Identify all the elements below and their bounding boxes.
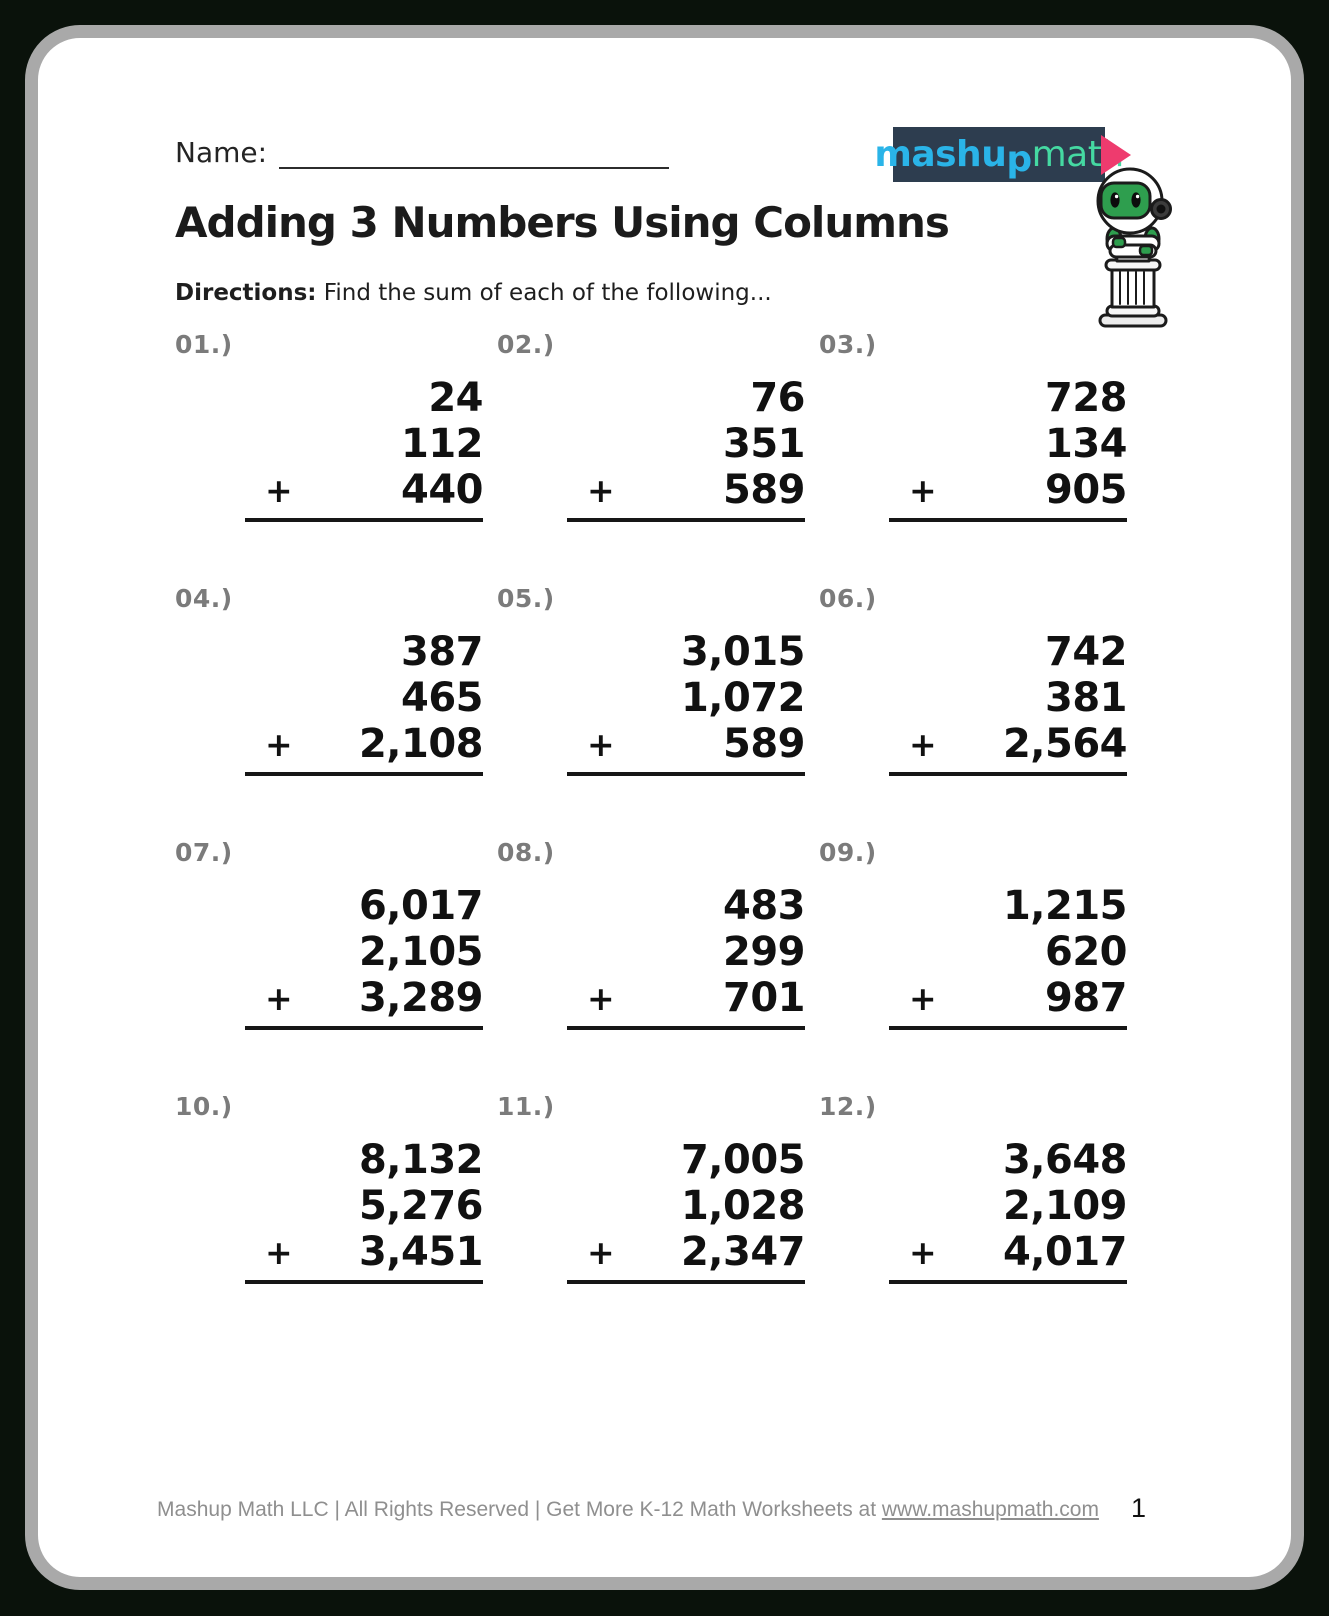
plus-operator: + — [909, 725, 937, 764]
sum-row — [245, 1229, 483, 1275]
sum-row — [567, 721, 805, 767]
addend-1: 387 — [401, 629, 483, 675]
problem-cell — [819, 584, 1141, 776]
addend-3: 2,564 — [1002, 721, 1127, 767]
addend-3: 701 — [723, 975, 805, 1021]
problem-cell — [819, 330, 1141, 522]
addend-3: 987 — [1045, 975, 1127, 1021]
problem-number-label: 06.) — [819, 584, 877, 613]
plus-operator: + — [909, 471, 937, 510]
sum-row — [889, 1229, 1127, 1275]
addend-3: 589 — [723, 721, 805, 767]
addend-3: 4,017 — [1002, 1229, 1127, 1275]
problem-number-label: 12.) — [819, 1092, 877, 1121]
problem-body — [567, 883, 805, 1030]
addend-3: 589 — [723, 467, 805, 513]
plus-operator: + — [265, 725, 293, 764]
addend-3: 3,289 — [358, 975, 483, 1021]
addend-1: 1,215 — [1002, 883, 1127, 929]
plus-operator: + — [587, 979, 615, 1018]
problem-body — [245, 883, 483, 1030]
addend-2: 351 — [723, 421, 805, 467]
addend-2: 5,276 — [358, 1183, 483, 1229]
addend-1: 8,132 — [358, 1137, 483, 1183]
addend-2: 299 — [723, 929, 805, 975]
addend-2: 1,028 — [680, 1183, 805, 1229]
plus-operator: + — [265, 1233, 293, 1272]
sum-row — [245, 721, 483, 767]
addend-1: 728 — [1045, 375, 1127, 421]
name-blank-line[interactable] — [279, 139, 669, 169]
page-number: 1 — [1131, 1493, 1147, 1523]
directions-line — [175, 280, 772, 306]
name-row — [175, 136, 669, 169]
page-title: Adding 3 Numbers Using Columns — [175, 198, 949, 247]
addend-3: 440 — [401, 467, 483, 513]
problem-body — [567, 629, 805, 776]
problem-cell — [175, 330, 497, 522]
sum-row — [889, 721, 1127, 767]
name-label: Name: — [175, 136, 268, 169]
worksheet-page — [25, 25, 1304, 1590]
problem-number-label: 01.) — [175, 330, 233, 359]
sum-row — [889, 975, 1127, 1021]
plus-operator: + — [909, 1233, 937, 1272]
problem-body — [567, 375, 805, 522]
plus-operator: + — [587, 1233, 615, 1272]
problem-number-label: 03.) — [819, 330, 877, 359]
problem-cell — [497, 584, 819, 776]
problem-body — [245, 375, 483, 522]
problem-number-label: 10.) — [175, 1092, 233, 1121]
problem-number-label: 09.) — [819, 838, 877, 867]
problem-cell — [175, 1092, 497, 1284]
footer-text: Mashup Math LLC | All Rights Reserved | Get More K-12 Math Worksheets at — [157, 1498, 882, 1521]
addend-1: 3,648 — [1002, 1137, 1127, 1183]
logo-text-p: p — [1006, 139, 1032, 180]
addend-1: 76 — [750, 375, 805, 421]
footer-link[interactable]: www.mashupmath.com — [881, 1498, 1099, 1521]
sum-row — [889, 467, 1127, 513]
addend-2: 134 — [1045, 421, 1127, 467]
problem-cell — [497, 330, 819, 522]
problem-body — [245, 629, 483, 776]
addend-3: 2,108 — [358, 721, 483, 767]
sum-row — [245, 467, 483, 513]
problem-body — [245, 1137, 483, 1284]
addend-1: 7,005 — [680, 1137, 805, 1183]
directions-text: Find the sum of each of the following... — [316, 280, 772, 306]
plus-operator: + — [909, 979, 937, 1018]
sum-row — [245, 975, 483, 1021]
problem-body — [889, 375, 1127, 522]
addend-2: 112 — [401, 421, 483, 467]
addend-1: 6,017 — [358, 883, 483, 929]
addend-1: 483 — [723, 883, 805, 929]
plus-operator: + — [587, 471, 615, 510]
logo-text-math: math — [1031, 134, 1124, 175]
addend-1: 3,015 — [680, 629, 805, 675]
sum-row — [567, 1229, 805, 1275]
problem-body — [889, 629, 1127, 776]
problem-cell — [819, 1092, 1141, 1284]
problem-number-label: 04.) — [175, 584, 233, 613]
problem-cell — [497, 838, 819, 1030]
plus-operator: + — [587, 725, 615, 764]
plus-operator: + — [265, 471, 293, 510]
problem-cell — [497, 1092, 819, 1284]
addend-3: 2,347 — [680, 1229, 805, 1275]
problem-cell — [175, 838, 497, 1030]
problem-cell — [175, 584, 497, 776]
problem-body — [889, 1137, 1127, 1284]
problem-number-label: 08.) — [497, 838, 555, 867]
addend-2: 381 — [1045, 675, 1127, 721]
addend-2: 465 — [401, 675, 483, 721]
problem-number-label: 05.) — [497, 584, 555, 613]
addend-3: 3,451 — [358, 1229, 483, 1275]
problem-number-label: 07.) — [175, 838, 233, 867]
addend-2: 2,109 — [1002, 1183, 1127, 1229]
footer — [38, 1498, 1218, 1522]
problem-cell — [819, 838, 1141, 1030]
sum-row — [567, 975, 805, 1021]
addend-2: 1,072 — [680, 675, 805, 721]
problem-number-label: 11.) — [497, 1092, 555, 1121]
addend-1: 742 — [1045, 629, 1127, 675]
addend-2: 2,105 — [358, 929, 483, 975]
logo-text-mashu: mashu — [874, 134, 1007, 175]
addend-1: 24 — [428, 375, 483, 421]
problem-body — [567, 1137, 805, 1284]
directions-label: Directions: — [175, 280, 317, 306]
problem-number-label: 02.) — [497, 330, 555, 359]
plus-operator: + — [265, 979, 293, 1018]
addend-3: 905 — [1045, 467, 1127, 513]
sum-row — [567, 467, 805, 513]
robot-mascot-icon — [1070, 166, 1194, 334]
addend-2: 620 — [1045, 929, 1127, 975]
problem-body — [889, 883, 1127, 1030]
problems-grid — [175, 330, 1141, 1284]
